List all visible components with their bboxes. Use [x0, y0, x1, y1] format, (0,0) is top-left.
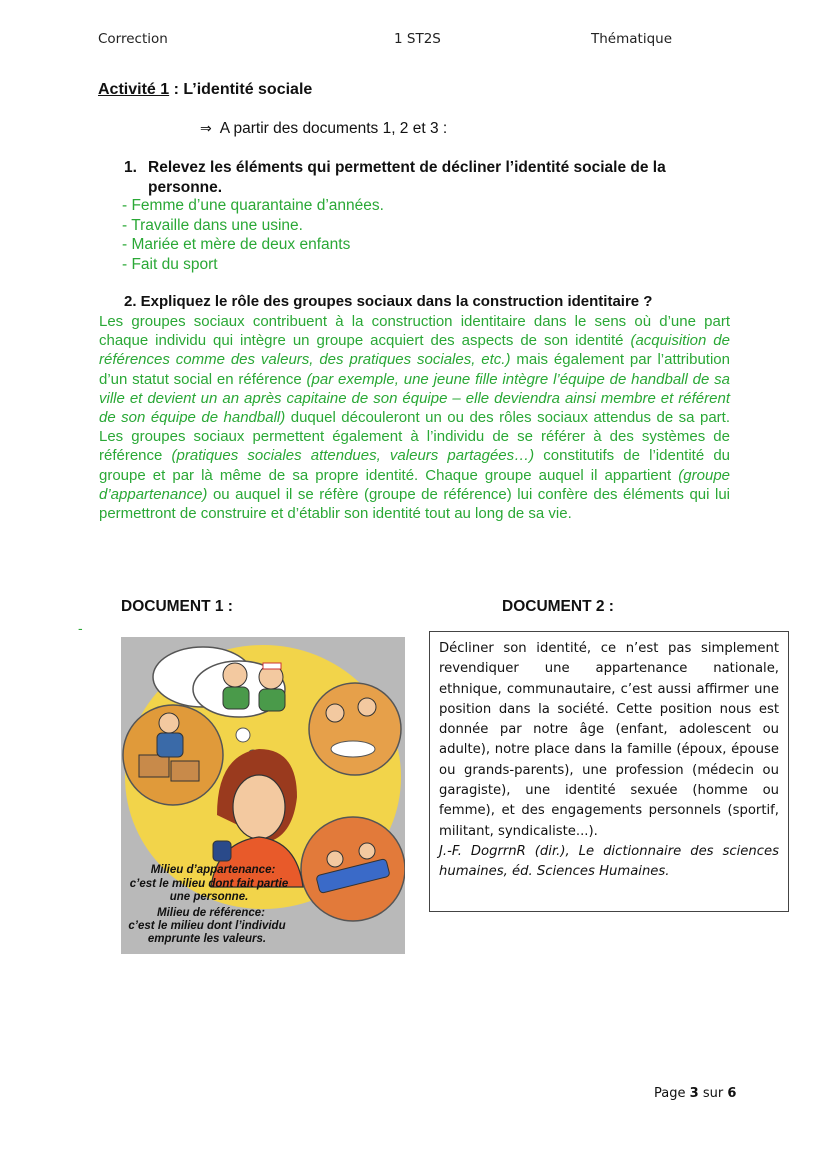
caption-2-b: c’est le milieu dont l’individu: [128, 920, 286, 932]
answer-text: mais également par l’attribution d’un statut social en référence: [99, 351, 730, 388]
caption-2-a: Milieu de référence:: [156, 907, 266, 919]
document-1-title: DOCUMENT 1 :: [121, 598, 233, 615]
page-footer: [654, 1086, 736, 1101]
header-right: Thématique: [591, 31, 673, 47]
question-1-line1: Relevez les éléments qui permettent de décliner l’identité sociale de la: [148, 159, 666, 176]
activity-title: [98, 81, 312, 99]
activity-heading: L’identité sociale: [183, 81, 313, 98]
question-1-line2: personne.: [148, 179, 223, 196]
question-2: 2. Expliquez le rôle des groupes sociaux dans la construction identitaire ?: [124, 293, 653, 310]
activity-label: Activité 1: [98, 81, 170, 98]
question-1: [124, 158, 734, 198]
list-item: - Mariée et mère de deux enfants: [122, 236, 351, 253]
activity-separator: :: [169, 81, 184, 98]
intro-text: A partir des documents 1, 2 et 3 :: [219, 120, 448, 137]
header-left: Correction: [98, 31, 168, 47]
document-1-illustration: [121, 637, 405, 954]
question-2-answer: [99, 312, 730, 523]
document-2-title: DOCUMENT 2 :: [502, 598, 614, 615]
arrow-icon: ⇒: [200, 121, 212, 137]
caption-1-c: une personne.: [169, 891, 249, 903]
footer-page-total: 6: [727, 1086, 737, 1101]
answer-text: duquel découleront un ou des rôles sociaux attendus de sa part. Les groupes sociaux permettent également à l’individu de se référer à des systèmes de référence: [99, 409, 731, 465]
document-2-source: J.-F. DogrrnR (dir.), Le dictionnaire des sciences humaines, éd. Sciences Humaines.: [439, 843, 779, 880]
intro-line: [200, 120, 447, 138]
question-1-answers: [122, 196, 384, 274]
illustration-image: [121, 637, 405, 954]
answer-text: Les groupes sociaux contribuent à la construction identitaire dans le sens où d’une part chaque individu qui intègre un groupe acquiert des aspects de son identité: [99, 313, 730, 350]
document-2-box: [429, 631, 789, 912]
answer-italic: (par exemple, une jeune fille intègre l’équipe de handball de sa ville et devient un an après capitaine de son équipe – elle deviendra ainsi membre et référent de son équipe de handball): [99, 370, 731, 427]
footer-page-number: 3: [689, 1086, 699, 1101]
answer-italic: (acquisition de références comme des valeurs, des pratiques sociales, etc.): [99, 332, 730, 369]
answer-text: constitutifs de l’identité du groupe et par là même de sa propre identité. Chaque groupe auquel il appartient: [99, 447, 730, 484]
caption-1-a: Milieu d’appartenance:: [150, 864, 276, 876]
caption-1-b: c’est le milieu dont fait partie: [129, 878, 289, 890]
stray-dash: -: [78, 620, 83, 636]
list-item: - Fait du sport: [122, 255, 218, 273]
caption-2-c: emprunte les valeurs.: [147, 933, 267, 945]
footer-of: sur: [702, 1086, 724, 1101]
header-center: 1 ST2S: [394, 31, 441, 47]
question-1-number: 1.: [124, 159, 137, 176]
footer-page-word: Page: [654, 1086, 686, 1101]
list-item: - Travaille dans une usine.: [122, 216, 303, 234]
document-2-text: Décliner son identité, ce n’est pas simplement revendiquer une appartenance nationale, ethnique, communautaire, c’est aussi affirmer une position dans la société. Cette position nous est donnée par notre âge (enfant, adolescent ou adulte), notre place dans la famille (époux, épouse ou grands-parents), une profession (médecin ou garagiste), une identité sexuée (homme ou femme), et des engagements personnels (sportif, militant, syndicaliste...).: [439, 641, 779, 839]
list-item: - Femme d’une quarantaine d’années.: [122, 197, 384, 214]
answer-text: ou auquel il se réfère (groupe de référence) lui confère des éléments qui lui permettront de construire et d’établir son identité tout au long de sa vie.: [99, 485, 730, 523]
answer-italic: (groupe d’appartenance): [99, 466, 730, 503]
answer-italic: (pratiques sociales attendues, valeurs partagées…): [171, 447, 535, 465]
